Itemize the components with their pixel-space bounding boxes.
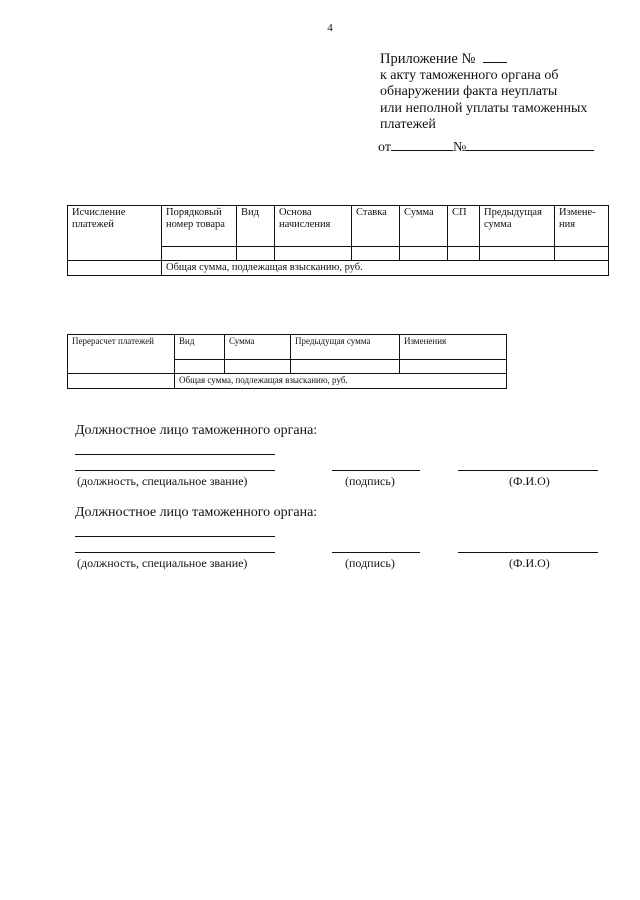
recalc-total-empty xyxy=(68,374,175,389)
recalc-total-row xyxy=(68,374,507,389)
calc-cell xyxy=(480,247,555,261)
name-line-1 xyxy=(458,470,598,471)
recalc-col-type: Вид xyxy=(175,335,225,360)
calc-cell xyxy=(275,247,352,261)
calc-total-row xyxy=(68,261,609,276)
appendix-title-row xyxy=(380,50,620,68)
signature-caption-1: (подпись) xyxy=(345,474,395,488)
calc-col-rate: Ставка xyxy=(352,206,400,247)
calc-col-changes: Измене-ния xyxy=(555,206,609,247)
appendix-from-label: от xyxy=(378,139,391,155)
recalc-col-previous-amount: Предыдущая сумма xyxy=(291,335,400,360)
calc-col-sp: СП xyxy=(448,206,480,247)
recalc-cell xyxy=(175,360,225,374)
calc-header-row xyxy=(68,206,609,247)
payments-calculation-table xyxy=(67,205,609,276)
appendix-header xyxy=(380,50,620,156)
position-caption-2: (должность, специальное звание) xyxy=(77,556,248,570)
recalc-cell xyxy=(400,360,507,374)
recalc-col-amount: Сумма xyxy=(225,335,291,360)
official-heading-1: Должностное лицо таможенного органа: xyxy=(75,423,318,438)
signature-line-2 xyxy=(332,552,420,553)
payments-recalculation-table xyxy=(67,334,507,389)
appendix-line-2: обнаружении факта неуплаты xyxy=(380,84,558,99)
appendix-title: Приложение № xyxy=(380,51,476,67)
calc-col-item-number: Порядковый номер товара xyxy=(162,206,237,247)
position-line-1b xyxy=(75,470,275,471)
calc-cell xyxy=(162,247,237,261)
appendix-line-4: платежей xyxy=(380,117,436,132)
calc-cell xyxy=(400,247,448,261)
calc-total-label: Общая сумма, подлежащая взысканию, руб. xyxy=(162,261,609,276)
recalc-row-header: Перерасчет платежей xyxy=(68,335,175,374)
name-line-2 xyxy=(458,552,598,553)
recalc-cell xyxy=(225,360,291,374)
appendix-line-1: к акту таможенного органа об xyxy=(380,67,559,83)
position-line-2b xyxy=(75,552,275,553)
calc-total-empty xyxy=(68,261,162,276)
calc-row-header: Исчисление платежей xyxy=(68,206,162,261)
calc-cell xyxy=(352,247,400,261)
position-caption-1: (должность, специальное звание) xyxy=(77,474,248,488)
calc-col-previous-amount: Предыдущая сумма xyxy=(480,206,555,247)
appendix-line-3: или неполной уплаты таможенных xyxy=(380,100,588,116)
appendix-act-number-blank xyxy=(466,138,594,151)
recalc-header-row xyxy=(68,335,507,360)
signature-caption-2: (подпись) xyxy=(345,556,395,570)
page-number: 4 xyxy=(327,22,333,34)
appendix-date-row xyxy=(378,138,620,157)
calc-cell xyxy=(555,247,609,261)
appendix-date-blank xyxy=(391,138,453,151)
appendix-number-label: № xyxy=(452,139,467,155)
recalc-cell xyxy=(291,360,400,374)
recalc-total-label: Общая сумма, подлежащая взысканию, руб. xyxy=(175,374,507,389)
appendix-number-blank xyxy=(483,50,507,63)
calc-cell xyxy=(237,247,275,261)
position-line-2a xyxy=(75,536,275,537)
official-heading-2: Должностное лицо таможенного органа: xyxy=(75,505,318,520)
calc-col-base: Основа начисления xyxy=(275,206,352,247)
signature-line-1 xyxy=(332,470,420,471)
calc-cell xyxy=(448,247,480,261)
name-caption-2: (Ф.И.О) xyxy=(509,556,550,570)
recalc-col-changes: Изменения xyxy=(400,335,507,360)
name-caption-1: (Ф.И.О) xyxy=(509,474,550,488)
position-line-1a xyxy=(75,454,275,455)
calc-col-type: Вид xyxy=(237,206,275,247)
calc-col-amount: Сумма xyxy=(400,206,448,247)
